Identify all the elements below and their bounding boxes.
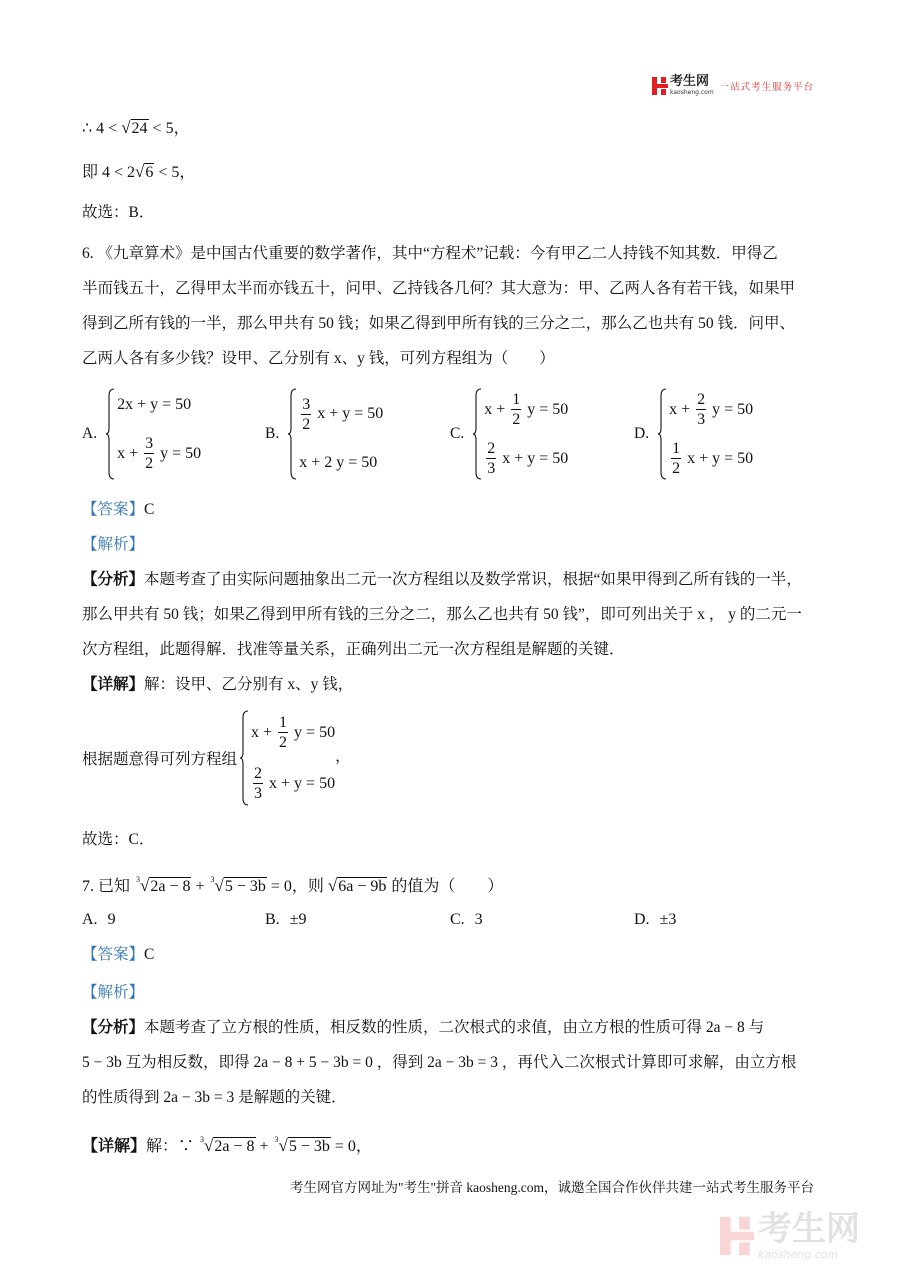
denominator: 3 — [254, 785, 263, 802]
equation-list — [669, 388, 753, 480]
brace-icon — [239, 710, 249, 806]
numerator: 2 — [254, 765, 263, 782]
equation-pre: x + — [484, 400, 510, 418]
question-line: 半而钱五十，乙得甲太半而亦钱五十，问甲、乙持钱各几何？其大意为：甲、乙两人各有若干钱，如果甲 — [82, 280, 796, 297]
q6-system — [82, 710, 351, 806]
equation-post: y = 50 — [708, 400, 754, 418]
q7-option — [450, 910, 483, 930]
root-index: 3 — [210, 875, 215, 884]
option-c — [450, 388, 568, 480]
equation — [251, 713, 335, 752]
equation — [117, 395, 201, 415]
equation-pre: x + — [669, 400, 695, 418]
sqrt-content: 6 — [145, 164, 154, 181]
detail-tag: 【详解】 — [82, 1138, 147, 1155]
text: < 5， — [148, 120, 190, 137]
equation — [484, 439, 568, 478]
equation-post: x + y = 50 — [265, 774, 336, 792]
cbrt-content: 2a − 8 — [150, 878, 191, 895]
q7-answer — [82, 945, 154, 965]
watermark-sub: kaosheng.com — [758, 1248, 839, 1261]
fenxi-text: 本题考查了立方根的性质，相反数的性质，二次根式的求值，由立方根的性质可得 2a − 8 与 — [144, 1019, 765, 1036]
q5-line-2 — [82, 162, 195, 183]
brace-icon — [287, 388, 297, 480]
system-label: 根据题意得可列方程组 — [82, 751, 238, 768]
equation-list — [117, 388, 201, 480]
fraction — [144, 434, 154, 473]
text: 7. 已知 — [82, 878, 135, 895]
text: 的值为（ ） — [387, 878, 504, 895]
q7-question — [82, 870, 503, 897]
root-index: 3 — [136, 875, 141, 884]
equation-list — [484, 388, 568, 480]
equation — [669, 390, 753, 429]
equation-list — [251, 710, 335, 806]
sqrt-content: 24 — [131, 120, 148, 137]
numerator: 1 — [279, 714, 288, 731]
q7-detail — [82, 1130, 372, 1157]
fraction — [301, 395, 311, 434]
equation-list — [299, 388, 383, 480]
fenxi-text: 本题考查了由实际问题抽象出二元一次方程组以及数学常识，根据“如果甲得到乙所有钱的一半， — [144, 571, 802, 588]
q6-analysis-tag: 【解析】 — [82, 536, 145, 553]
option-label: C. — [450, 911, 465, 928]
option-value: 3 — [474, 911, 483, 928]
q5-line-1 — [82, 118, 190, 139]
fraction — [253, 764, 263, 803]
q7-option — [265, 910, 306, 930]
option-d — [634, 388, 753, 480]
fenxi-text: 5 − 3b 互为相反数，即得 2a − 8 + 5 − 3b = 0 ，得到 2a − 3b = 3 ，再代入二次根式计算即可求解，由立方根 — [82, 1054, 797, 1071]
option-value: ±3 — [659, 911, 677, 928]
fenxi-text: 的性质得到 2a − 3b = 3 是解题的关键． — [82, 1089, 347, 1106]
text: + — [191, 878, 209, 895]
slogan: 一站式考生服务平台 — [719, 81, 815, 93]
denominator: 3 — [697, 411, 706, 428]
fraction — [278, 713, 288, 752]
radical-sign: √ — [135, 162, 145, 181]
fenxi-line — [82, 605, 802, 625]
cbrt-content: 5 − 3b — [288, 1138, 330, 1155]
text: < 5， — [154, 164, 196, 181]
equation-post: y = 50 — [523, 400, 569, 418]
logo-sub: kaosheng.com — [670, 89, 714, 96]
footer-text: 考生网官方网址为"考生"拼音 kaosheng.com，诚邀全国合作伙伴共建一站式考生服务平台 — [290, 1180, 815, 1195]
numerator: 1 — [672, 440, 681, 457]
radical-sign: √ — [204, 1136, 214, 1155]
equation-post: y = 50 — [290, 723, 336, 741]
numerator: 3 — [302, 395, 311, 413]
fraction — [511, 390, 521, 429]
system-post: ， — [335, 748, 351, 765]
equation-pre: x + — [251, 723, 277, 741]
numerator: 3 — [145, 435, 154, 453]
fraction — [696, 390, 706, 429]
logo-text: 考生网 — [670, 74, 710, 89]
brace-icon — [105, 388, 115, 480]
watermark-text: 考生网 — [758, 1209, 860, 1249]
fenxi-line — [82, 1053, 796, 1073]
equation-pre: x + — [117, 444, 143, 462]
numerator: 2 — [697, 391, 706, 408]
radical-sign: √ — [278, 1136, 288, 1155]
equation — [117, 434, 201, 473]
answer-value: C — [144, 501, 155, 518]
radical-sign: √ — [327, 876, 338, 895]
denominator: 2 — [279, 734, 288, 751]
watermark-logo-icon — [720, 1216, 754, 1256]
question-line: 乙两人各有多少钱？设甲、乙分别有 x、y 钱，可列方程组为（ ） — [82, 350, 555, 367]
text: + — [255, 1138, 273, 1155]
option-label: C. — [450, 425, 465, 442]
numerator: 2 — [487, 440, 496, 457]
kaosheng-logo-icon — [652, 77, 668, 95]
fraction — [671, 439, 681, 478]
fenxi-tag: 【分析】 — [82, 571, 145, 588]
option-label: D. — [634, 425, 650, 442]
option-label: A. — [82, 425, 98, 442]
option-a — [82, 388, 201, 480]
fraction — [486, 439, 496, 478]
text: ∴ 4 < — [82, 120, 122, 137]
question-line: 得到乙所有钱的一半，那么甲共有 50 钱；如果乙得到甲所有钱的三分之二，那么乙也共有 50 钱．问甲、 — [82, 315, 796, 332]
detail-text: 解：设甲、乙分别有 x、y 钱， — [144, 676, 354, 693]
text: 解：∵ — [146, 1138, 199, 1155]
answer-value: C — [144, 946, 155, 963]
text: 即 4 < 2 — [82, 164, 136, 181]
equation-text: x + 2 y = 50 — [299, 454, 378, 472]
equation — [251, 764, 335, 803]
fenxi-tag: 【分析】 — [82, 1019, 145, 1036]
equation — [299, 395, 383, 434]
fenxi-text: 次方程组，此题得解．找准等量关系，正确列出二元一次方程组是解题的关键． — [82, 641, 625, 658]
radical-sign: √ — [140, 876, 150, 895]
brace-icon — [472, 388, 482, 480]
equation-post: x + y = 50 — [498, 449, 569, 467]
q6-answer — [82, 500, 154, 520]
q5-conclusion: 故选：B． — [82, 204, 155, 221]
option-label: A. — [82, 911, 98, 928]
cbrt-content: 5 − 3b — [224, 878, 266, 895]
option-b — [265, 388, 383, 480]
fenxi-text: 那么甲共有 50 钱；如果乙得到甲所有钱的三分之二，那么乙也共有 50 钱”，即可列出关于 x ， y 的二元一 — [82, 606, 802, 623]
q6-conclusion: 故选：C． — [82, 831, 155, 848]
denominator: 2 — [302, 415, 311, 433]
fenxi-line — [82, 640, 625, 660]
denominator: 2 — [145, 455, 154, 473]
denominator: 2 — [512, 411, 521, 428]
text: = 0，则 — [266, 878, 328, 895]
q7-option — [82, 910, 116, 930]
answer-tag: 【答案】 — [82, 946, 145, 963]
equation — [669, 439, 753, 478]
text: = 0， — [330, 1138, 372, 1155]
radical-sign: √ — [214, 876, 224, 895]
sqrt-content: 6a − 9b — [338, 878, 387, 895]
numerator: 1 — [512, 391, 521, 408]
question-line: 6. 《九章算术》是中国古代重要的数学著作，其中“方程术”记载：今有甲乙二人持钱不知其数．甲得乙 — [82, 245, 778, 262]
detail-tag: 【详解】 — [82, 676, 145, 693]
denominator: 3 — [487, 460, 496, 477]
fenxi-line — [82, 1018, 764, 1038]
denominator: 2 — [672, 460, 681, 477]
fenxi-line — [82, 570, 802, 590]
q6-detail — [82, 675, 353, 695]
cbrt-content: 2a − 8 — [214, 1138, 255, 1155]
watermark — [720, 1210, 860, 1261]
fenxi-line — [82, 1088, 347, 1108]
option-label: D. — [634, 911, 650, 928]
option-label: B. — [265, 425, 280, 442]
equation-post: y = 50 — [156, 444, 202, 462]
option-value: ±9 — [289, 911, 307, 928]
equation-post: x + y = 50 — [313, 405, 384, 423]
option-label: B. — [265, 911, 280, 928]
brand-header — [652, 74, 814, 97]
root-index: 3 — [274, 1135, 279, 1144]
answer-tag: 【答案】 — [82, 501, 145, 518]
equation — [484, 390, 568, 429]
root-index: 3 — [200, 1135, 205, 1144]
option-value: 9 — [107, 911, 116, 928]
equation-text: 2x + y = 50 — [117, 395, 192, 413]
equation-post: x + y = 50 — [683, 449, 754, 467]
radical-sign: √ — [121, 118, 131, 137]
q7-option — [634, 910, 676, 930]
q7-analysis-tag: 【解析】 — [82, 984, 145, 1001]
equation — [299, 453, 383, 473]
brace-icon — [657, 388, 667, 480]
